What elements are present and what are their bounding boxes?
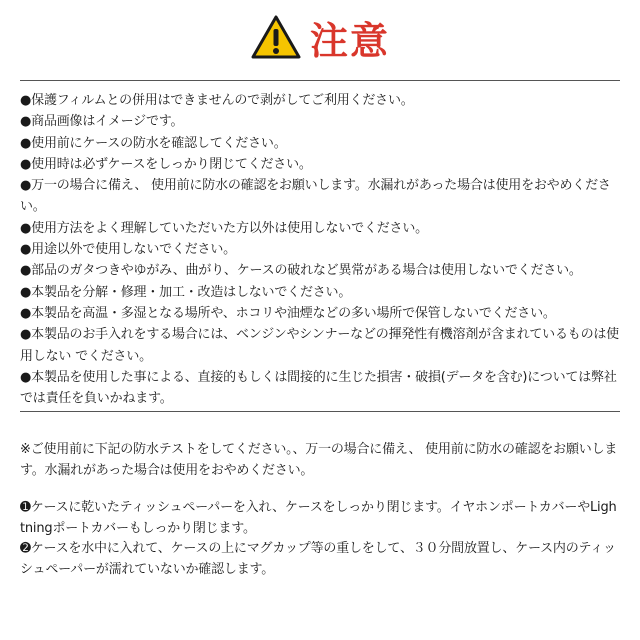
warning-triangle-icon: [250, 14, 302, 60]
caution-item: ●保護フィルムとの併用はできませんので剥がしてご利用ください。: [20, 93, 414, 108]
page-title: 注意: [309, 18, 390, 63]
caution-item: ●使用前にケースの防水を確認してください。: [20, 135, 287, 151]
divider-middle: [20, 411, 620, 412]
divider-top: [20, 80, 620, 81]
caution-item: ●本製品を使用した事による、直接的もしくは間接的に生じた損害・破損(データを含む)については弊社では責任を負いかねます。: [20, 369, 617, 407]
caution-item: ●本製品のお手入れをする場合には、ベンジンやシンナーなどの揮発性有機溶剤が含まれているものは使用しない でください。: [20, 327, 619, 364]
spacer: [20, 481, 620, 498]
header: [0, 6, 640, 68]
caution-item: ●部品のガタつきやゆがみ、曲がり、ケースの破れなど異常がある場合は使用しないでください。: [20, 263, 582, 279]
caution-item: ●用途以外で使用しないでください。: [20, 242, 236, 258]
caution-item: ●万一の場合に備え、 使用前に防水の確認をお願いします。水漏れがあった場合は使用をおやめください。: [20, 178, 611, 215]
caution-item: ●使用時は必ずケースをしっかり閉じてください。: [20, 156, 312, 172]
test-intro: ※ご使用前に下記の防水テストをしてください。、万一の場合に備え、 使用前に防水の確認をお願いします。水漏れがあった場合は使用をおやめください。: [20, 442, 618, 478]
caution-list: [20, 90, 620, 409]
test-step-1: ➊ケースに乾いたティッシュペーパーを入れ、ケースをしっかり閉じます。イヤホンポートカバーやLightningポートカバーもしっかり閉じます。: [20, 500, 617, 536]
caution-item: ●本製品を高温・多湿となる場所や、ホコリや油煙などの多い場所で保管しないでください。: [20, 305, 556, 321]
caution-item: ●商品画像はイメージです。: [20, 114, 184, 130]
caution-item: ●使用方法をよく理解していただいた方以外は使用しないでください。: [20, 220, 428, 236]
test-step-2: ➋ケースを水中に入れて、ケースの上にマグカップ等の重しをして、３０分間放置し、ケース内のティッシュペーパーが濡れていないか確認します。: [20, 541, 616, 577]
caution-item: ●本製品を分解・修理・加工・改造はしないでください。: [20, 284, 352, 300]
waterproof-test-section: [20, 440, 620, 580]
